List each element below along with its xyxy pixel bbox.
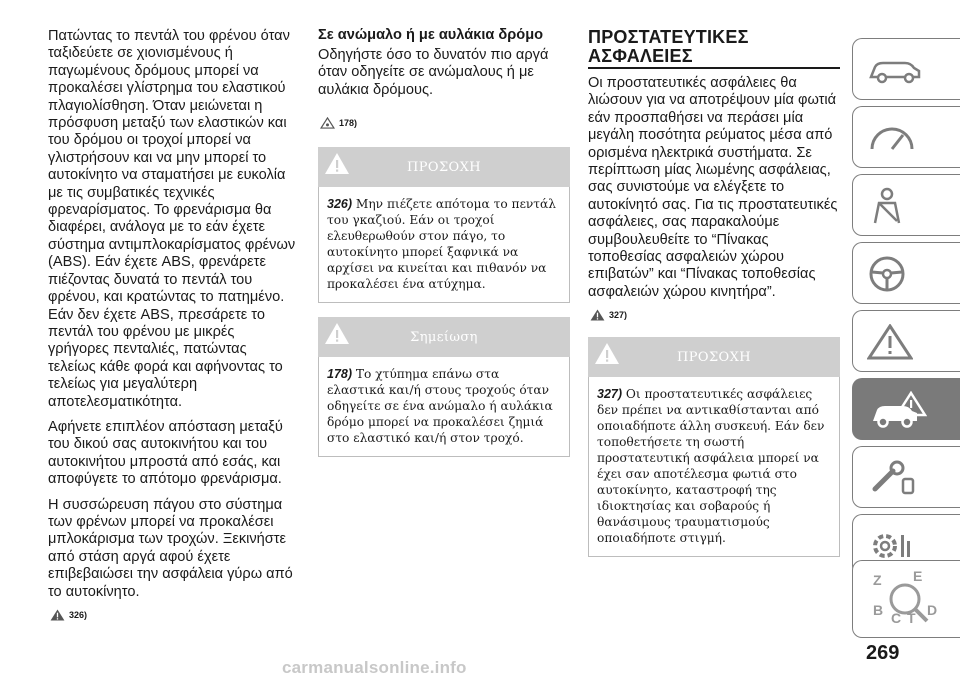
- paragraph-fuses: Οι προστατευτικές ασφάλειες θα λιώσουν για να αποτρέψουν μία φωτιά εάν προσπαθήσει να περάσει μία μεγάλη ποσότητα ρεύματος μέσα από ορισμένα ηλεκτρικά συστήματα. Σε περίπτωση μίας λιωμένης ασφάλειας, σας συνιστούμε να ελέγξετε το αυτοκίνητό σας. Για τις προστατευτικές ασφάλειες, σας παρακαλούμε συμβουλευθείτε το “Πίνακας τοποθεσίας ασφαλειών χώρου επιβατών” και “Πίνακας τοποθεσίας ασφαλειών χώρου κινητήρα”.: [588, 75, 838, 300]
- note-label: Σημείωση: [410, 329, 478, 345]
- note-number: 178): [327, 367, 353, 382]
- tab-letter: T: [907, 610, 916, 626]
- paragraph-ice: Η συσσώρευση πάγου στο σύστημα των φρένων μπορεί να προκαλέσει μπλοκάρισμα των τροχών. Ξεκινήστε από στάση αργά αφού έχετε επιβεβαιώσει την ασφάλεια γύρω από το αυτοκίνητο.: [48, 496, 293, 600]
- page-number: 269: [866, 642, 900, 664]
- fuse-warning-box-body: [588, 377, 840, 557]
- fuse-warning-box: [588, 337, 840, 557]
- tab-letter: D: [927, 602, 938, 618]
- reference-number: 178): [339, 118, 358, 129]
- paragraph-rough-road: Οδηγήστε όσο το δυνατόν πιο αργά όταν οδηγείτε σε ανώμαλους ή με αυλάκια δρόμους.: [318, 47, 549, 98]
- section-title-line2: ΑΣΦΑΛΕΙΕΣ: [588, 46, 693, 66]
- tab-letter: C: [891, 610, 902, 626]
- tab-maintenance[interactable]: [852, 446, 960, 508]
- warning-triangle-icon: [50, 609, 65, 621]
- fuse-warning-box-header: [588, 337, 840, 377]
- tab-safety[interactable]: [852, 174, 960, 236]
- warning-text: Μην πιέζετε απότομα το πεντάλ του γκαζιού. Εάν οι τροχοί ελευθερωθούν στον πάγο, το αυτοκίνητο μπορεί ξαφνικά να αρχίσει να κινείται και πιθανόν να προκαλέσει ένα ατύχημα.: [327, 197, 556, 292]
- gauge-icon: [867, 121, 917, 155]
- tab-letter: B: [873, 602, 884, 618]
- warning-box: [318, 147, 570, 303]
- warning-reference: [50, 609, 296, 621]
- tab-instruments[interactable]: [852, 106, 960, 168]
- note-icon: [320, 117, 335, 129]
- warning-light-icon: [867, 324, 913, 360]
- reference-number: 326): [69, 610, 88, 620]
- warning-reference: [590, 309, 840, 321]
- alphabet-index-icon: [867, 565, 947, 633]
- section-title: [588, 28, 840, 66]
- rough-road-heading: Σε ανώμαλο ή με αυλάκια δρόμο: [318, 27, 544, 43]
- warning-box-body: [318, 187, 570, 303]
- section-title-line1: ΠΡΟΣΤΑΤΕΥΤΙΚΕΣ: [588, 27, 749, 47]
- reference-number: 327): [609, 310, 628, 321]
- note-box-body: [318, 357, 570, 457]
- warning-label: ΠΡΟΣΟΧΗ: [407, 159, 481, 175]
- watermark: carmanualsonline.info: [282, 658, 467, 677]
- note-text: Το χτύπημα επάνω στα ελαστικά και/ή στους τροχούς όταν οδηγείτε σε ένα ανώμαλο ή αυλάκια δρόμο μπορεί να προκαλέσει ζημιά στο ελαστικό και/ή στον τροχό.: [327, 367, 553, 446]
- tab-vehicle-overview[interactable]: [852, 38, 960, 100]
- column-middle: [318, 28, 570, 471]
- note-reference: [320, 117, 570, 129]
- tab-emergency[interactable]: [852, 378, 960, 440]
- warning-box-header: [318, 147, 570, 187]
- paragraph-distance: Αφήνετε επιπλέον απόσταση μεταξύ του δικού σας αυτοκινήτου και του αυτοκινήτου μπροστά από εσάς, και αποφύγετε το απότομο φρενάρισμα.: [48, 418, 283, 488]
- tab-index[interactable]: [852, 560, 960, 638]
- note-box-header: [318, 317, 570, 357]
- steering-wheel-icon: [867, 255, 907, 293]
- column-left: [48, 28, 296, 629]
- fuse-warning-text: Οι προστατευτικές ασφάλειες δεν πρέπει να αντικαθίστανται από οποιαδήποτε άλλη συσκευή. Εάν δεν τοποθετήσετε τη σωστή προστατευτική ασφάλεια μπορεί να έχει σαν αποτέλεσμα φωτιά στο αυτοκίνητο, καταστροφή της ιδιοκτησίας και σοβαρούς ή θανάσιμους τραυματισμούς οποιαδήποτε στιγμή.: [597, 387, 825, 546]
- warning-triangle-icon: [590, 309, 605, 321]
- paragraph-braking: Πατώντας το πεντάλ του φρένου όταν ταξιδεύετε σε χιονισμένους ή παγωμένους δρόμους μπορεί να προκαλέσει γλίστρημα του ελαστικού πλαγιολίσθηση. Όταν μειώνεται η πρόσφυση μεταξύ των ελαστικών και του δρόμου οι τροχοί μπορεί να γλιστρήσουν και να μην μπορεί το αυτοκίνητο να σταματήσει με ευκολία με τις συμβατικές τεχνικές φρεναρίσματος. Το φρενάρισμα θα διαφέρει, ανάλογα με το εάν έχετε σύστημα αντιμπλοκαρίσματος φρένων (ABS). Εάν έχετε ABS, φρενάρετε πιέζοντας δυνατά το πεντάλ του φρένου, και κρατώντας το πατημένο. Εάν δεν έχετε ABS, πρεσάρετε το πεντάλ του φρένου με μικρές γρήγορες πενταλιές, πατώντας τελείως κάθε φορά και αφήνοντας το τελείως για μεγαλύτερη αποτελεσματικότητα.: [48, 28, 296, 410]
- wrench-icon: [867, 459, 917, 497]
- warning-triangle-icon: [594, 342, 620, 365]
- tab-starting-driving[interactable]: [852, 242, 960, 304]
- fuse-warning-number: 327): [597, 387, 623, 402]
- column-right: [588, 28, 840, 571]
- tab-letter: Z: [873, 572, 882, 588]
- seatbelt-icon: [867, 187, 907, 225]
- title-underline: [588, 67, 840, 69]
- warning-triangle-icon: [324, 322, 350, 345]
- note-box: [318, 317, 570, 457]
- tab-letter: E: [913, 568, 923, 584]
- tab-warning-lights[interactable]: [852, 310, 960, 372]
- warning-triangle-icon: [324, 152, 350, 175]
- warning-number: 326): [327, 197, 353, 212]
- car-crash-icon: [867, 391, 927, 431]
- fuse-warning-label: ΠΡΟΣΟΧΗ: [677, 349, 751, 365]
- car-icon: [867, 55, 923, 85]
